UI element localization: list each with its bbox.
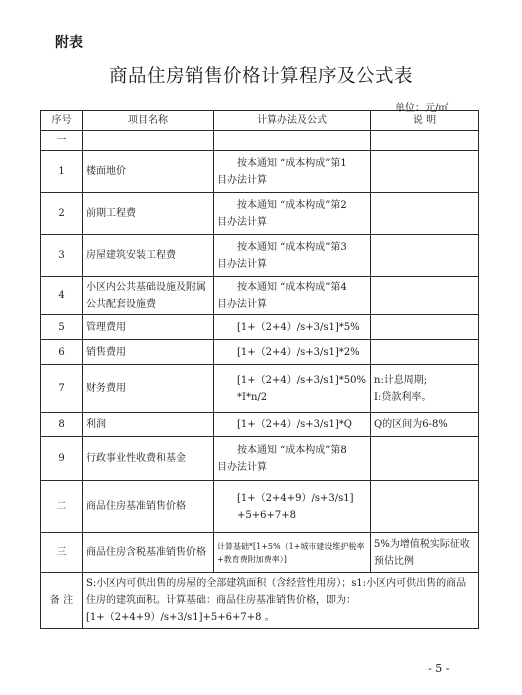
note-cell: 5%为增值税实际征收预估比例 [371, 533, 479, 573]
row-number: 三 [41, 533, 83, 573]
table-row [41, 340, 479, 365]
item-name: 财务费用 [83, 365, 214, 413]
table-row [41, 277, 479, 315]
table-row [41, 413, 479, 437]
header-cell: 序号 [41, 111, 83, 131]
remark-row [41, 573, 479, 629]
row-number: 5 [41, 315, 83, 340]
note-cell [371, 235, 479, 277]
formula-cell [214, 235, 371, 277]
formula-cell [214, 315, 371, 340]
formula-cell [214, 340, 371, 365]
formula-text: [1+（2+4）/s+3/s1]*50% [237, 374, 366, 386]
table-row [41, 193, 479, 235]
row-number: 一 [41, 131, 83, 151]
formula-text: 按本通知 “成本构成”第1 [237, 157, 347, 169]
formula-cell [214, 437, 371, 481]
note-text: I:贷款利率。 [374, 391, 432, 403]
formula-cell [214, 277, 371, 315]
table-row [41, 533, 479, 573]
row-number: 9 [41, 437, 83, 481]
item-name: 房屋建筑安装工程费 [83, 235, 214, 277]
table-row [41, 131, 479, 151]
formula-cell [214, 365, 371, 413]
row-number: 8 [41, 413, 83, 437]
note-cell [371, 481, 479, 533]
unit-label: 单位：元/㎡ [395, 103, 449, 114]
attachment-label: 附表 [55, 35, 83, 51]
table-row [41, 315, 479, 340]
formula-cell: 计算基础*[1+5%（1+城市建设维护税率+教育费附加费率）] [214, 533, 371, 573]
formula-text: *I*n/2 [237, 391, 268, 403]
item-name: 利润 [83, 413, 214, 437]
item-name: 销售费用 [83, 340, 214, 365]
note-cell [371, 365, 479, 413]
page-title: 商品住房销售价格计算程序及公式表 [108, 66, 413, 87]
formula-cell [214, 193, 371, 235]
note-text: n:计息周期; [374, 374, 428, 386]
item-name: 楼面地价 [83, 151, 214, 193]
formula-text: +5+6+7+8 [237, 509, 296, 521]
table-header-row [41, 111, 479, 131]
row-number: 6 [41, 340, 83, 365]
formula-cell [214, 413, 371, 437]
item-name: 商品住房基准销售价格 [83, 481, 214, 533]
price-calculation-table [40, 110, 479, 629]
note-cell [371, 277, 479, 315]
remark-text: S:小区内可供出售的房屋的全部建筑面积（含经营性用房）；s1:小区内可供出售的商品住房的建筑面积。计算基础：商品住房基准销售价格，即为：[1+（2+4+9）/s+3/s1]+5+6+7+8 。 [83, 573, 479, 629]
formula-cell [214, 151, 371, 193]
row-number: 4 [41, 277, 83, 315]
table-row [41, 437, 479, 481]
formula-cell [214, 481, 371, 533]
formula-text: 目办法计算 [217, 258, 267, 270]
formula-text: 目办法计算 [217, 461, 267, 473]
note-cell [371, 315, 479, 340]
formula-text: [1+（2+4+9）/s+3/s1] [237, 492, 354, 504]
row-number: 1 [41, 151, 83, 193]
row-number: 3 [41, 235, 83, 277]
table-row [41, 481, 479, 533]
page-number: - 5 - [428, 662, 450, 675]
header-cell: 项目名称 [83, 111, 214, 131]
formula-text: 按本通知 “成本构成”第8 [237, 444, 347, 456]
item-name: 前期工程费 [83, 193, 214, 235]
row-number: 二 [41, 481, 83, 533]
note-cell [371, 151, 479, 193]
header-cell: 计算办法及公式 [214, 111, 371, 131]
formula-text: [1+（2+4）/s+3/s1]*Q [237, 419, 352, 430]
note-cell [371, 193, 479, 235]
formula-text: 按本通知 “成本构成”第4 [237, 281, 347, 293]
note-cell [371, 340, 479, 365]
formula-text: 按本通知 “成本构成”第2 [237, 199, 347, 211]
item-name: 商品住房含税基准销售价格 [83, 533, 214, 573]
table-row [41, 235, 479, 277]
formula-text: [1+（2+4）/s+3/s1]*5% [237, 321, 360, 333]
row-number: 7 [41, 365, 83, 413]
row-number: 2 [41, 193, 83, 235]
item-name: 管理费用 [83, 315, 214, 340]
item-name: 行政事业性收费和基金 [83, 437, 214, 481]
formula-text: 目办法计算 [217, 174, 267, 186]
table-row [41, 365, 479, 413]
item-name: 小区内公共基础设施及附属公共配套设施费 [83, 277, 214, 315]
note-cell [371, 437, 479, 481]
remark-label: 备 注 [41, 573, 83, 629]
formula-text: 目办法计算 [217, 216, 267, 228]
table-row [41, 151, 479, 193]
header-cell: 说 明 [371, 111, 479, 131]
formula-text: 目办法计算 [217, 298, 267, 310]
formula-text: 按本通知 “成本构成”第3 [237, 241, 347, 253]
note-cell: Q的区间为6-8% [371, 413, 479, 437]
formula-text: [1+（2+4）/s+3/s1]*2% [237, 346, 360, 358]
